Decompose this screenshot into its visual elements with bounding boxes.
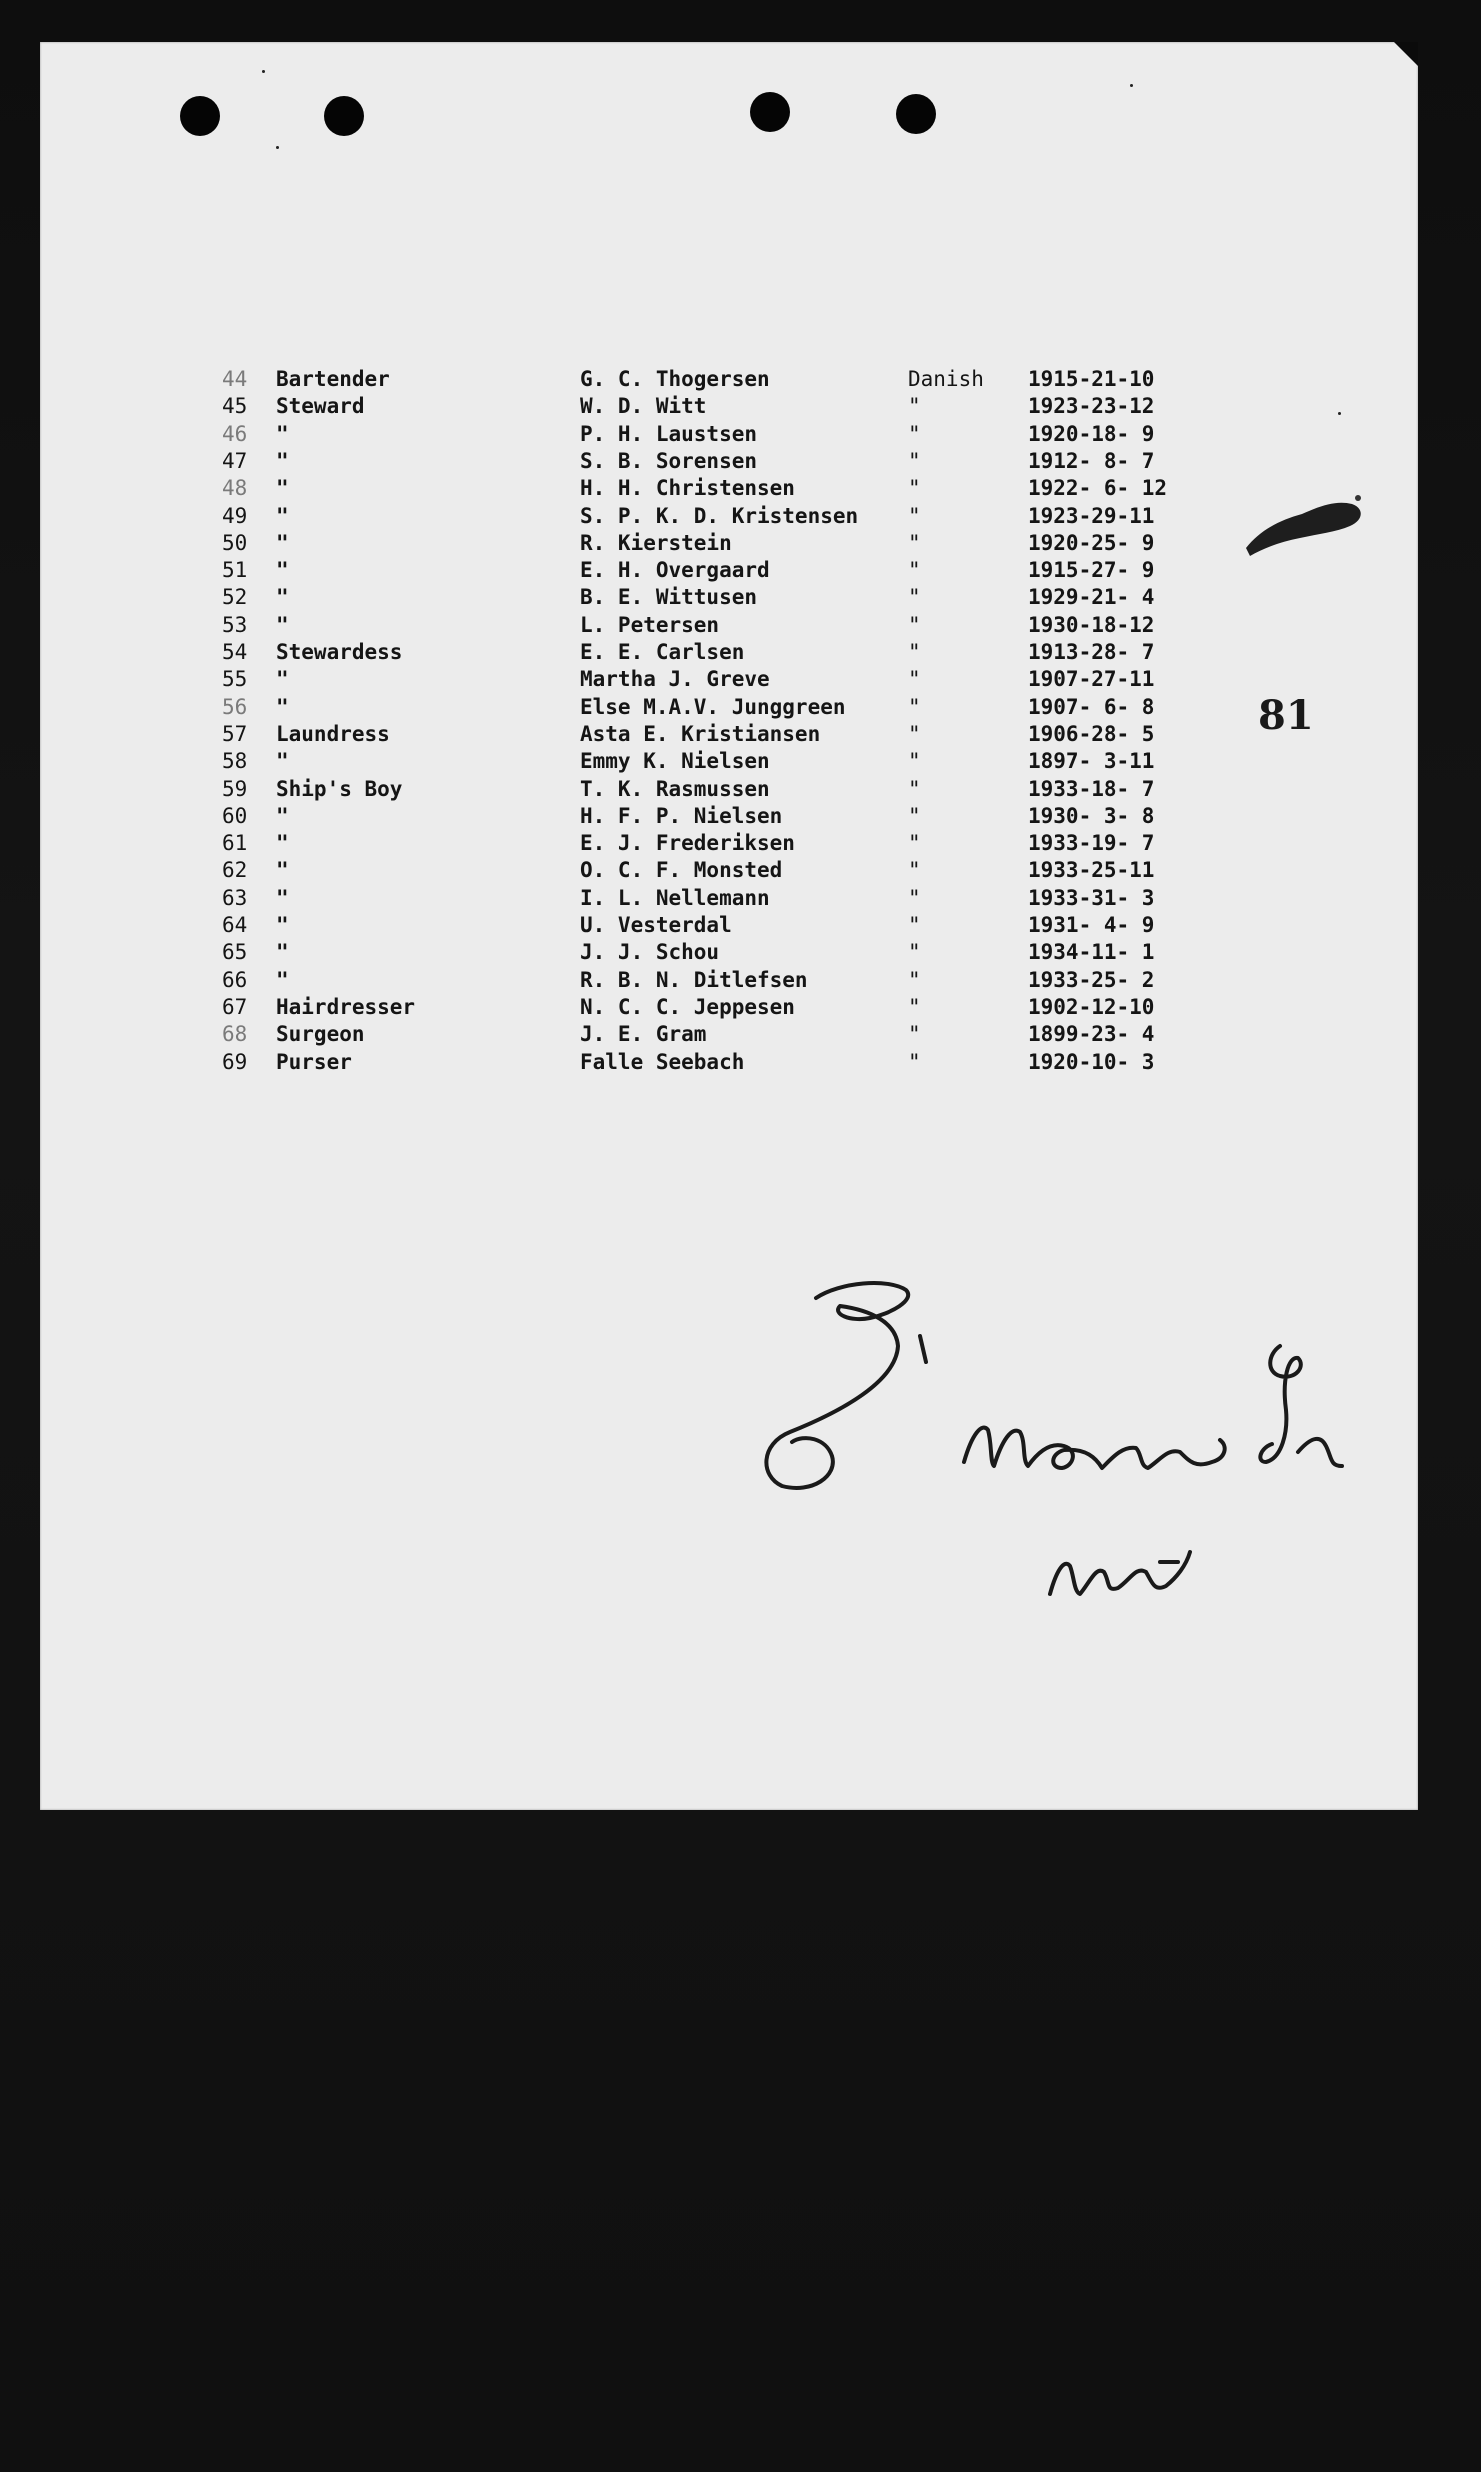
crew-name: H. F. P. Nielsen (580, 803, 783, 828)
row-number: 44 (222, 367, 248, 391)
crew-name: Asta E. Kristiansen (580, 721, 821, 746)
crew-name: E. H. Overgaard (580, 558, 770, 583)
crew-birth-date: 1933-19- 7 (1028, 831, 1155, 856)
crew-nationality: " (908, 612, 921, 637)
crew-rating: " (276, 831, 289, 856)
crew-birth-date: 1906-28- 5 (1028, 721, 1155, 746)
table-row (40, 393, 1418, 420)
table-row (40, 694, 1418, 721)
crew-birth-date: 1922- 6- 12 (1028, 476, 1168, 501)
table-row (40, 912, 1418, 939)
row-number: 47 (222, 448, 248, 473)
crew-birth-date: 1930-18-12 (1028, 612, 1155, 637)
crew-birth-date: 1915-27- 9 (1028, 558, 1155, 583)
table-row (40, 803, 1418, 830)
crew-birth-date: 1929-21- 4 (1028, 585, 1155, 610)
captain-signature (720, 1262, 1380, 1622)
crew-name: T. K. Rasmussen (580, 776, 770, 801)
table-row (40, 421, 1418, 448)
table-row (40, 475, 1418, 502)
crew-birth-date: 1920-18- 9 (1028, 421, 1155, 446)
table-row (40, 666, 1418, 693)
row-number: 56 (222, 694, 248, 719)
crew-birth-date: 1933-31- 3 (1028, 885, 1155, 910)
crew-birth-date: 1912- 8- 7 (1028, 448, 1155, 473)
table-row (40, 857, 1418, 884)
crew-name: Martha J. Greve (580, 667, 770, 692)
crew-rating: " (276, 940, 289, 965)
crew-nationality: " (908, 1022, 921, 1047)
crew-nationality: " (908, 940, 921, 965)
crew-birth-date: 1923-23-12 (1028, 394, 1155, 419)
crew-nationality: " (908, 503, 921, 528)
crew-name: P. H. Laustsen (580, 421, 758, 446)
punch-hole (750, 92, 790, 132)
table-row (40, 366, 1418, 393)
crew-nationality: " (908, 913, 921, 937)
crew-nationality: " (908, 585, 921, 610)
crew-rating: " (276, 667, 289, 692)
crew-name: R. Kierstein (580, 530, 732, 555)
page-number: 81 (1258, 692, 1314, 739)
table-row (40, 584, 1418, 611)
table-row (40, 503, 1418, 530)
table-row (40, 939, 1418, 966)
row-number: 67 (222, 994, 248, 1019)
crew-rating: Purser (276, 1049, 352, 1074)
row-number: 54 (222, 640, 248, 664)
punch-hole (896, 94, 936, 134)
crew-rating: " (276, 585, 289, 610)
paper-speck (262, 70, 265, 73)
crew-rating: Ship's Boy (276, 776, 403, 801)
crew-name: E. J. Frederiksen (580, 831, 795, 856)
table-row (40, 1049, 1418, 1076)
crew-birth-date: 1915-21-10 (1028, 367, 1155, 391)
crew-nationality: " (908, 421, 921, 446)
crew-birth-date: 1907- 6- 8 (1028, 694, 1155, 719)
crew-name: N. C. C. Jeppesen (580, 994, 795, 1019)
row-number: 45 (222, 394, 248, 419)
crew-nationality: " (908, 530, 921, 555)
crew-rating: Laundress (276, 721, 390, 746)
crew-nationality: " (908, 721, 921, 746)
row-number: 65 (222, 940, 248, 965)
table-row (40, 885, 1418, 912)
crew-rating: " (276, 749, 289, 774)
crew-birth-date: 1933-25-11 (1028, 858, 1155, 883)
crew-rating: " (276, 448, 289, 473)
crew-rating: " (276, 967, 289, 992)
table-row (40, 530, 1418, 557)
crew-birth-date: 1907-27-11 (1028, 667, 1155, 692)
crew-name: U. Vesterdal (580, 913, 732, 937)
paper-speck (276, 146, 279, 149)
paper-speck (1130, 84, 1133, 87)
row-number: 52 (222, 585, 248, 610)
crew-rating: " (276, 530, 289, 555)
crew-rating: " (276, 694, 289, 719)
table-row (40, 994, 1418, 1021)
table-row (40, 721, 1418, 748)
crew-birth-date: 1902-12-10 (1028, 994, 1155, 1019)
crew-name: W. D. Witt (580, 394, 707, 419)
crew-name: Emmy K. Nielsen (580, 749, 770, 774)
crew-nationality: " (908, 1049, 921, 1074)
crew-nationality: Danish (908, 367, 984, 391)
crew-rating: Bartender (276, 367, 390, 391)
row-number: 51 (222, 558, 248, 583)
crew-name: Else M.A.V. Junggreen (580, 694, 846, 719)
crew-name: H. H. Christensen (580, 476, 795, 501)
crew-rating: " (276, 558, 289, 583)
crew-rating: " (276, 885, 289, 910)
crew-name: I. L. Nellemann (580, 885, 770, 910)
table-row (40, 448, 1418, 475)
row-number: 60 (222, 803, 248, 828)
crew-name: S. P. K. D. Kristensen (580, 503, 859, 528)
crew-rating: " (276, 803, 289, 828)
crew-birth-date: 1934-11- 1 (1028, 940, 1155, 965)
punch-hole (180, 96, 220, 136)
crew-name: L. Petersen (580, 612, 720, 637)
crew-rating: Stewardess (276, 640, 403, 664)
row-number: 48 (222, 476, 248, 501)
crew-name: B. E. Wittusen (580, 585, 758, 610)
crew-nationality: " (908, 476, 921, 501)
table-row (40, 1021, 1418, 1048)
row-number: 55 (222, 667, 248, 692)
crew-rating: " (276, 476, 289, 501)
crew-nationality: " (908, 667, 921, 692)
crew-nationality: " (908, 640, 921, 664)
document-page (40, 42, 1418, 1810)
row-number: 46 (222, 421, 248, 446)
crew-birth-date: 1899-23- 4 (1028, 1022, 1155, 1047)
row-number: 49 (222, 503, 248, 528)
row-number: 50 (222, 530, 248, 555)
table-row (40, 967, 1418, 994)
row-number: 53 (222, 612, 248, 637)
table-row (40, 557, 1418, 584)
crew-nationality: " (908, 831, 921, 856)
crew-nationality: " (908, 558, 921, 583)
crew-rating: " (276, 913, 289, 937)
crew-birth-date: 1933-25- 2 (1028, 967, 1155, 992)
crew-birth-date: 1913-28- 7 (1028, 640, 1155, 664)
crew-name: G. C. Thogersen (580, 367, 770, 391)
crew-name: Falle Seebach (580, 1049, 745, 1074)
crew-nationality: " (908, 448, 921, 473)
crew-nationality: " (908, 967, 921, 992)
crew-birth-date: 1920-25- 9 (1028, 530, 1155, 555)
folded-corner (1394, 42, 1418, 66)
crew-name: R. B. N. Ditlefsen (580, 967, 808, 992)
row-number: 66 (222, 967, 248, 992)
crew-birth-date: 1897- 3-11 (1028, 749, 1155, 774)
row-number: 68 (222, 1022, 248, 1047)
table-row (40, 776, 1418, 803)
crew-rating: " (276, 421, 289, 446)
table-row (40, 830, 1418, 857)
table-row (40, 748, 1418, 775)
row-number: 63 (222, 885, 248, 910)
crew-nationality: " (908, 994, 921, 1019)
crew-name: S. B. Sorensen (580, 448, 758, 473)
crew-name: O. C. F. Monsted (580, 858, 783, 883)
crew-nationality: " (908, 394, 921, 419)
crew-name: J. J. Schou (580, 940, 720, 965)
row-number: 62 (222, 858, 248, 883)
crew-nationality: " (908, 803, 921, 828)
crew-rating: " (276, 858, 289, 883)
row-number: 57 (222, 721, 248, 746)
crew-birth-date: 1931- 4- 9 (1028, 913, 1155, 937)
row-number: 59 (222, 776, 248, 801)
row-number: 64 (222, 913, 248, 937)
crew-rating: Surgeon (276, 1022, 365, 1047)
crew-birth-date: 1920-10- 3 (1028, 1049, 1155, 1074)
row-number: 58 (222, 749, 248, 774)
row-number: 69 (222, 1049, 248, 1074)
crew-nationality: " (908, 776, 921, 801)
crew-rating: Hairdresser (276, 994, 416, 1019)
crew-rating: " (276, 612, 289, 637)
crew-birth-date: 1933-18- 7 (1028, 776, 1155, 801)
punch-hole (324, 96, 364, 136)
crew-name: J. E. Gram (580, 1022, 707, 1047)
crew-nationality: " (908, 694, 921, 719)
crew-rating: Steward (276, 394, 365, 419)
crew-birth-date: 1930- 3- 8 (1028, 803, 1155, 828)
crew-birth-date: 1923-29-11 (1028, 503, 1155, 528)
crew-nationality: " (908, 749, 921, 774)
crew-nationality: " (908, 885, 921, 910)
crew-rating: " (276, 503, 289, 528)
row-number: 61 (222, 831, 248, 856)
crew-name: E. E. Carlsen (580, 640, 745, 664)
table-row (40, 639, 1418, 666)
ink-blot (1240, 482, 1368, 562)
table-row (40, 612, 1418, 639)
crew-nationality: " (908, 858, 921, 883)
